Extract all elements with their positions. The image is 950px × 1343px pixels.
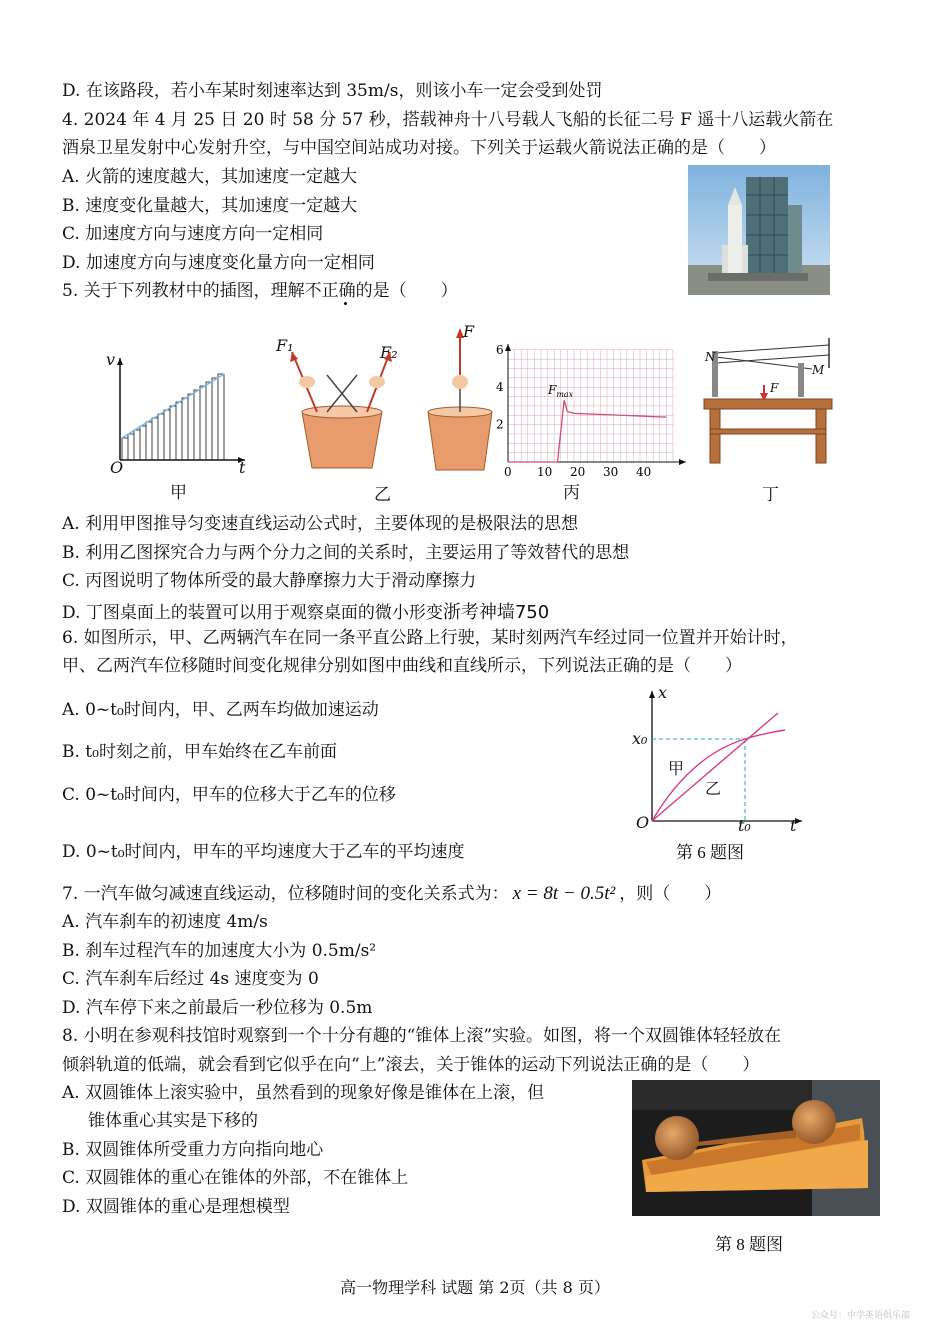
bucket-f-label: F [463, 322, 475, 341]
q6-yi-label: 乙 [705, 779, 722, 798]
figure-ding-caption: 丁 [762, 485, 779, 505]
q6-caption: 第 6 题图 [676, 843, 744, 862]
q4-option-b: B. 速度变化量越大，其加速度一定越大 [62, 196, 358, 216]
q5-option-b: B. 利用乙图探究合力与两个分力之间的关系时，主要运用了等效替代的思想 [62, 543, 630, 563]
q6-option-a: A. 0~t₀时间内，甲、乙两车均做加速运动 [62, 700, 379, 720]
jia-step-bars [122, 374, 224, 460]
q4-option-d: D. 加速度方向与速度变化量方向一定相同 [62, 253, 375, 273]
bing-x-tick: 0 [504, 465, 512, 478]
bing-fmax-label: $F_{max}$ [548, 383, 574, 399]
q8-double-cone-photo [632, 1080, 880, 1216]
q4-stem-line1: 4. 2024 年 4 月 25 日 20 时 58 分 57 秒，搭载神舟十八号载人飞船的长征二号 F 遥十八运载火箭在 [62, 110, 834, 130]
bing-y-tick: 6 [496, 342, 504, 357]
q5-option-d-text: D. 丁图桌面上的装置可以用于观察桌面的微小形变 [62, 603, 443, 623]
q5-stem: 5. 关于下列教材中的插图，理解不正确的是（ ） [62, 281, 458, 301]
bing-y-tick: 2 [496, 417, 504, 432]
ding-f-label: F [770, 381, 779, 395]
q6-option-d: D. 0~t₀时间内，甲车的平均速度大于乙车的平均速度 [62, 842, 465, 862]
q8-option-b: B. 双圆锥体所受重力方向指向地心 [62, 1140, 324, 1160]
bing-x-tick: 40 [636, 465, 652, 478]
q5-option-d [62, 602, 549, 624]
yi-f1-label: F₁ [276, 336, 294, 355]
q8-option-d: D. 双圆锥体的重心是理想模型 [62, 1197, 290, 1217]
q8-stem-line1: 8. 小明在参观科技馆时观察到一个十分有趣的“锥体上滚”实验。如图，将一个双圆锥体轻轻放在 [62, 1026, 782, 1046]
q7-stem-end: ，则（ ） [619, 884, 722, 904]
q7-stem-text: 7. 一汽车做匀减速直线运动，位移随时间的变化关系式为： [62, 884, 509, 904]
bing-x-tick: 20 [570, 465, 586, 478]
ding-n-label: N [705, 350, 716, 364]
q4-option-a: A. 火箭的速度越大，其加速度一定越大 [62, 167, 358, 187]
q4-stem-line2: 酒泉卫星发射中心发射升空，与中国空间站成功对接。下列关于运载火箭说法正确的是（ ） [62, 138, 776, 158]
q6-xt-graph [630, 686, 810, 836]
q6-t0-label: t₀ [738, 816, 751, 835]
q6-x-axis-label: x [658, 683, 668, 702]
q8-option-a-line2: 锥体重心其实是下移的 [88, 1111, 258, 1131]
q7-stem [62, 883, 721, 905]
q6-t-axis-label: t [790, 816, 797, 835]
yi-f2-label: F₂ [380, 343, 398, 362]
jia-t-label: t [239, 458, 246, 477]
jia-origin-label: O [110, 458, 124, 477]
figure-jia-caption: 甲 [170, 483, 187, 503]
q6-stem-line2: 甲、乙两汽车位移随时间变化规律分别如图中曲线和直线所示，下列说法正确的是（ ） [62, 656, 742, 676]
q7-option-d: D. 汽车停下来之前最后一秒位移为 0.5m [62, 998, 373, 1018]
bing-x-tick: 30 [603, 465, 619, 478]
q4-option-c: C. 加速度方向与速度方向一定相同 [62, 224, 324, 244]
watermark: 公众号：中学英语俱乐部 [810, 1311, 910, 1321]
ding-m-label: M [812, 363, 825, 377]
page-footer: 高一物理学科 试题 第 2页（共 8 页） [340, 1278, 610, 1297]
q7-formula: x = 8t − 0.5t² [512, 883, 616, 904]
q6-origin-label: O [636, 813, 650, 832]
q6-option-b: B. t₀时刻之前，甲车始终在乙车前面 [62, 742, 337, 762]
figure-bing-caption: 丙 [563, 483, 580, 503]
q6-stem-line1: 6. 如图所示，甲、乙两辆汽车在同一条平直公路上行驶，某时刻两汽车经过同一位置并开始计时， [62, 628, 798, 648]
figure-jia-vt-graph [100, 350, 250, 475]
q6-jia-label: 甲 [668, 759, 685, 778]
jia-v-label: v [106, 350, 116, 369]
q7-option-a: A. 汽车刹车的初速度 4m/s [62, 912, 268, 932]
q8-stem-line2: 倾斜轨道的低端，就会看到它似乎在向“上”滚去，关于锥体的运动下列说法正确的是（ ） [62, 1055, 760, 1075]
q5-option-d-extra: 浙考神墙750 [442, 602, 550, 623]
q6-x0-label: x₀ [632, 729, 648, 748]
bing-x-tick: 10 [537, 465, 553, 478]
q5-option-c: C. 丙图说明了物体所受的最大静摩擦力大于滑动摩擦力 [62, 571, 477, 591]
figure-bucket-single-force [420, 320, 500, 475]
bing-y-tick: 4 [496, 380, 504, 395]
rocket-launch-photo [688, 165, 830, 295]
q8-caption: 第 8 题图 [715, 1235, 783, 1254]
q5-option-a: A. 利用甲图推导匀变速直线运动公式时，主要体现的是极限法的思想 [62, 514, 579, 534]
q7-option-b: B. 刹车过程汽车的加速度大小为 0.5m/s² [62, 941, 377, 961]
emphasis-dot [344, 302, 347, 305]
q8-option-c: C. 双圆锥体的重心在锥体的外部，不在锥体上 [62, 1168, 409, 1188]
figure-bing-friction-chart [490, 342, 690, 478]
q6-option-c: C. 0~t₀时间内，甲车的位移大于乙车的位移 [62, 785, 396, 805]
figure-yi-caption: 乙 [374, 485, 391, 505]
q7-option-c: C. 汽车刹车后经过 4s 速度变为 0 [62, 969, 319, 989]
q3-option-d: D. 在该路段，若小车某时刻速率达到 35m/s，则该小车一定会受到处罚 [62, 81, 603, 101]
q8-option-a-line1: A. 双圆锥体上滚实验中，虽然看到的现象好像是锥体在上滚，但 [62, 1083, 545, 1103]
